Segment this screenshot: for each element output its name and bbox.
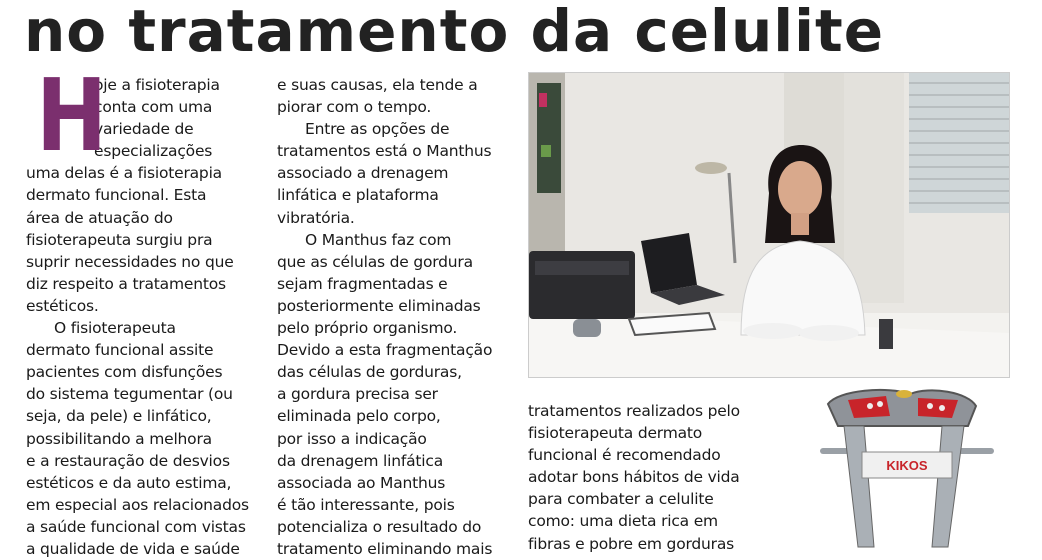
- text-line: por isso a indicação: [277, 429, 427, 448]
- text-line: linfática e plataforma: [277, 186, 439, 205]
- article-column-1: [26, 57, 266, 558]
- text-line: pelo próprio organismo.: [277, 319, 458, 338]
- text-line: a gordura precisa ser: [277, 385, 438, 404]
- text-line: tratamentos está o Manthus: [277, 142, 492, 161]
- text-line: variedade de: [94, 120, 194, 139]
- text-line: estéticos e da auto estima,: [26, 473, 232, 492]
- text-line: eliminada pelo corpo,: [277, 407, 441, 426]
- article-photo: [528, 72, 1010, 378]
- text-line: área de atuação do: [26, 208, 173, 227]
- text-line: especializações: [94, 142, 213, 161]
- text-line: fisioterapeuta surgiu pra: [26, 230, 213, 249]
- text-line: tratamento eliminando mais: [277, 539, 493, 558]
- text-line: uma delas é a fisioterapia: [26, 164, 222, 183]
- article-column-3: [528, 400, 778, 553]
- text-line: fisioterapeuta dermato: [528, 424, 703, 443]
- text-line: a saúde funcional com vistas: [26, 517, 246, 536]
- text-line: dermato funcional. Esta: [26, 186, 207, 205]
- text-line: Entre as opções de: [305, 120, 450, 139]
- article-column-2: [277, 74, 507, 558]
- text-line: conta com uma: [94, 98, 213, 117]
- text-line: diz respeito a tratamentos: [26, 274, 226, 293]
- text-line: do sistema tegumentar (ou: [26, 385, 233, 404]
- drop-cap: H: [36, 57, 107, 174]
- text-line: funcional é recomendado: [528, 446, 721, 465]
- text-line: pacientes com disfunções: [26, 363, 223, 382]
- text-line: estéticos.: [26, 296, 99, 315]
- text-line: para combater a celulite: [528, 490, 714, 509]
- vibration-platform-image: [818, 386, 998, 547]
- text-line: oje a fisioterapia: [94, 76, 220, 94]
- text-line: associado a drenagem: [277, 164, 449, 183]
- text-line: vibratória.: [277, 208, 355, 227]
- headline: no tratamento da celulite: [24, 0, 885, 65]
- text-line: posteriormente eliminadas: [277, 296, 481, 315]
- text-line: O Manthus faz com: [305, 230, 452, 249]
- text-line: O fisioterapeuta: [54, 319, 176, 338]
- text-line: possibilitando a melhora: [26, 429, 212, 448]
- text-line: sejam fragmentadas e: [277, 274, 448, 293]
- text-line: tratamentos realizados pelo: [528, 402, 740, 420]
- text-line: em especial aos relacionados: [26, 495, 249, 514]
- text-line: como: uma dieta rica em: [528, 512, 718, 531]
- text-line: piorar com o tempo.: [277, 98, 432, 117]
- text-line: potencializa o resultado do: [277, 517, 482, 536]
- text-line: Devido a esta fragmentação: [277, 341, 493, 360]
- text-line: que as células de gordura: [277, 252, 473, 271]
- device-brand-label: KIKOS: [886, 458, 928, 473]
- text-line: a qualidade de vida e saúde: [26, 539, 240, 558]
- text-line: e suas causas, ela tende a: [277, 76, 478, 94]
- text-line: dermato funcional assite: [26, 341, 214, 360]
- text-line: suprir necessidades no que: [26, 252, 234, 271]
- text-line: adotar bons hábitos de vida: [528, 468, 740, 487]
- text-line: das células de gorduras,: [277, 363, 462, 382]
- text-line: da drenagem linfática: [277, 451, 443, 470]
- office-scene-illustration: [529, 73, 1009, 377]
- text-line: é tão interessante, pois: [277, 495, 455, 514]
- text-line: seja, da pele) e linfático,: [26, 407, 212, 426]
- vibration-platform-illustration: [818, 386, 998, 547]
- text-line: associada ao Manthus: [277, 473, 446, 492]
- text-line: e a restauração de desvios: [26, 451, 230, 470]
- text-line: fibras e pobre em gorduras: [528, 534, 734, 553]
